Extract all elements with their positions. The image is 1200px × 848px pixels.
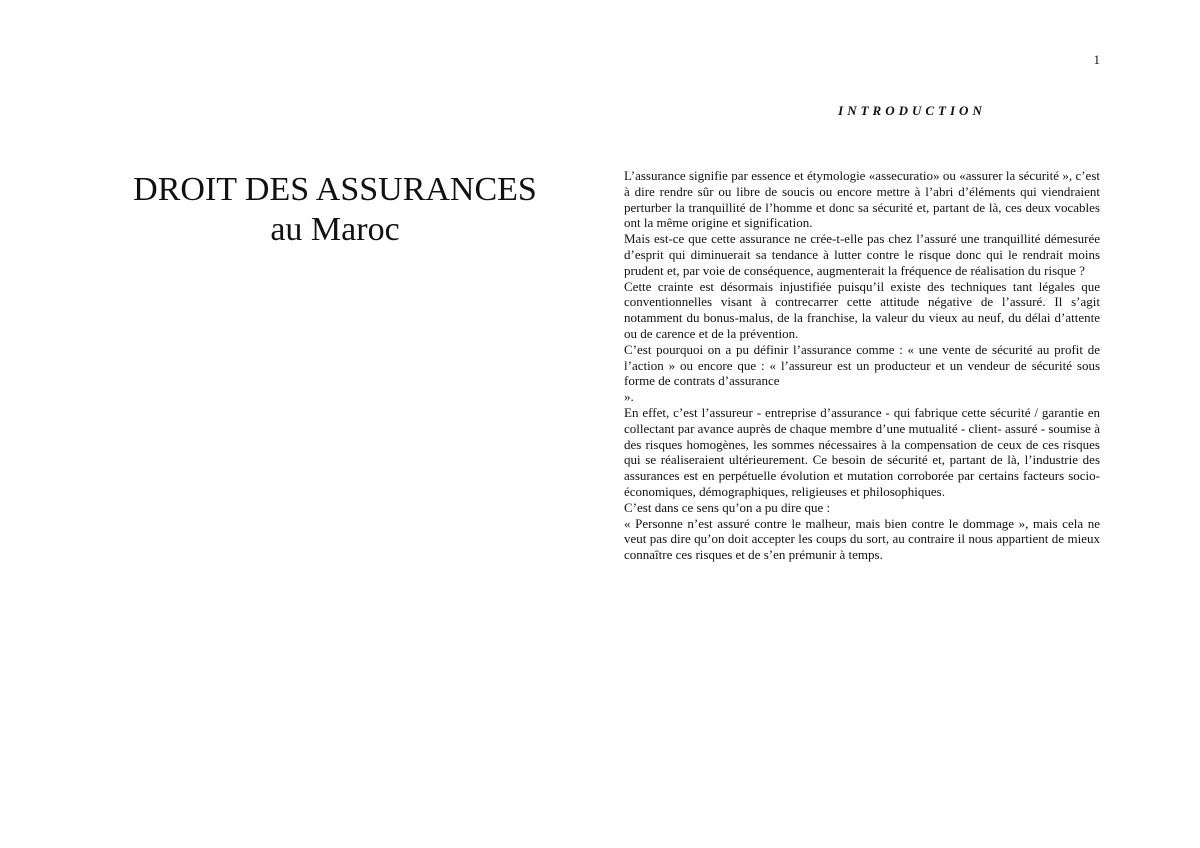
paragraph: L’assurance signifie par essence et étymologie «assecuratio» ou «assurer la sécurité », c’est à dire rendre sûr ou libre de soucis ou encore mettre à l’abri d’éléments qui viendraient perturber la tranquillité de l’homme et donc sa sécurité et, partant de là, ces deux vocables ont la même origine et signification.: [624, 168, 1100, 231]
left-page: [90, 170, 580, 250]
book-title: DROIT DES ASSURANCES: [133, 171, 537, 208]
paragraph: ».: [624, 389, 634, 405]
paragraph: C’est pourquoi on a pu définir l’assurance comme : « une vente de sécurité au profit de l’action » ou encore que : « l’assureur est un producteur et un vendeur de sécurité sous forme de contrats d’assurance: [624, 341, 1100, 389]
paragraph: C’est dans ce sens qu’on a pu dire que :: [624, 499, 831, 515]
right-page: [624, 100, 1100, 563]
paragraph: « Personne n’est assuré contre le malheur, mais bien contre le dommage », mais cela ne veut pas dire qu’on doit accepter les coups du sort, au contraire il nous appartient de mieux connaître ces risques et de s’en prémunir à temps.: [624, 515, 1100, 563]
book-subtitle: au Maroc: [270, 211, 400, 248]
paragraph: Mais est-ce que cette assurance ne crée-t-elle pas chez l’assuré une tranquillité démesurée d’esprit qui diminuerait sa tendance à lutter contre le risque donc qui le rendrait moins prudent et, par voie de conséquence, augmenterait la fréquence de réalisation du risque ?: [624, 231, 1100, 278]
section-heading: INTRODUCTION: [838, 103, 986, 118]
paragraph: Cette crainte est désormais injustifiée puisqu’il existe des techniques tant légales que conventionnelles visant à contrecarrer cette attitude négative de l’assuré. Il s’agit notamment du bonus-malus, de la franchise, la valeur du vieux au neuf, du délai d’attente ou de carence et de la prévention.: [624, 278, 1100, 341]
page-number: 1: [1093, 52, 1100, 67]
paragraph: En effet, c’est l’assureur - entreprise d’assurance - qui fabrique cette sécurité / garantie en collectant par avance auprès de chaque membre d’une mutualité - client- assuré - soumise à des risques homogènes, les sommes nécessaires à la compensation de ceux de ces risques qui se réaliseraient ultérieurement. Ce besoin de sécurité et, partant de là, l’industrie des assurances est en perpétuelle évolution et mutation corroborée par certains facteurs socio-économiques, démographiques, religieuses et philosophiques.: [624, 404, 1100, 499]
